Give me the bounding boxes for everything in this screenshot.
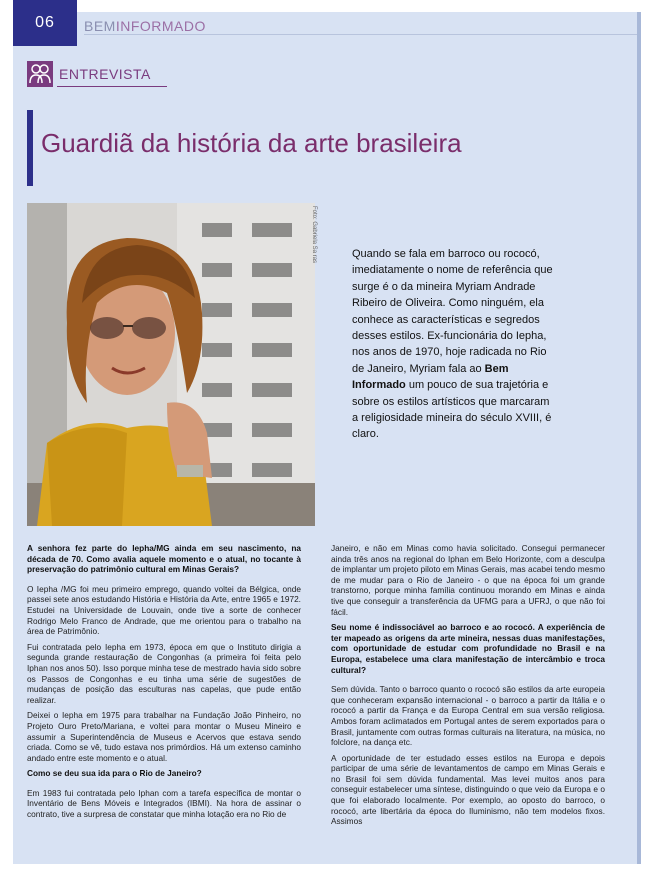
article-intro (352, 246, 554, 443)
header-divider (84, 34, 637, 35)
interview-answer: Sem dúvida. Tanto o barroco quanto o rococó são estilos da arte europeia que conheceram expansão internacional - o barroco a partir da Itália e o rococó a partir da França e da Europa Central em sua versão religiosa. Ambos foram aclimatados em Portugal antes de serem exportados para o Brasil, juntamente com outras formas culturais na literatura, na música, no folclore, na dança etc. (331, 684, 605, 748)
interview-answer: Em 1983 fui contratada pelo Iphan com a tarefa específica de montar o Inventário de Bens Móveis e Integrados (IBMI). Na hora de assinar o contrato, tive a surpresa de constatar que minha lotação era no Rio de (27, 787, 301, 820)
section-label: ENTREVISTA (59, 66, 151, 82)
interview-question: A senhora fez parte do Iepha/MG ainda em seu nascimento, na década de 70. Como avalia aquele momento e o atual, no tocante à preservação do patrimônio cultural em Minas Gerais? (27, 543, 301, 575)
intro-text-end: um pouco de sua trajetória e sobre os estilos artísticos que marcaram a religiosidade mineira do século XVIII, é claro. (352, 379, 552, 441)
body-column-right (331, 543, 605, 832)
section-underline (57, 86, 167, 87)
interview-answer: Janeiro, e não em Minas como havia solicitado. Consegui permanecer ainda três anos na regional do Iphan em Belo Horizonte, com a desculpa de implantar um projeto piloto em Minas Gerais, mas acabei tendo mesmo de me mudar para o Rio de Janeiro - o que na época foi um grande transtorno, porque minha família continuou morando em Minas e ainda tive que conseguir a transferência da UFMG para a UFRJ, o que não foi fácil. (331, 543, 605, 617)
interview-question: Como se deu sua ida para o Rio de Janeiro? (27, 768, 202, 779)
interview-answer: Deixei o Iepha em 1975 para trabalhar na Fundação João Pinheiro, no Projeto Ouro Preto/Mariana, e voltei para montar o Museu Mineiro e assumir a Superintendência de Museus e Acervos que estava sendo criada. Como se vê, tudo estava nos primórdios. Há um extenso caminho andado entre este momento e o atual. (27, 710, 301, 763)
body-column-left (27, 543, 301, 825)
page-edge-rule (637, 12, 641, 864)
interview-question: Seu nome é indissociável ao barroco e ao rococó. A experiência de ter mapeado as origens da arte mineira, nessas duas manifestações, com oportunidade de estudar com profundidade no Brasil e na Europa, estabelece uma clara manifestação de intercâmbio e troca cultural? (331, 622, 605, 675)
people-icon (27, 61, 53, 87)
article-title: Guardiã da história da arte brasileira (41, 128, 462, 158)
magazine-title-part1: BEM (84, 18, 116, 34)
title-accent-bar (27, 110, 33, 186)
magazine-title (84, 18, 206, 34)
interview-answer: O Iepha /MG foi meu primeiro emprego, quando voltei da Bélgica, onde passei sete anos estudando História e História da Arte, entre 1965 e 1972. Estudei na Universidade de Louvain, onde tive a sorte de conhecer Rodrigo Melo Franco de Andrade, que me orientou para o trabalho na área de Patrimônio. (27, 583, 301, 637)
interview-answer: A oportunidade de ter estudado esses estilos na Europa e depois participar de uma série de levantamentos de campo em Minas Gerais e no Brasil foi sem dúvida fundamental. Mas levei muitos anos para conseguir estabelecer uma síntese, distinguindo o que veio da Europa e o que foi elaborado localmente. Por exemplo, ao oposto do barroco, o rococó, arte libertária da época do Iluminismo, não tem modelos fixos. Assimos (331, 752, 605, 827)
magazine-title-part2: INFORMADO (115, 18, 206, 34)
page-number: 06 (13, 0, 77, 46)
portrait-photo (27, 203, 315, 526)
interview-answer: Fui contratada pelo Iepha em 1973, época em que o Instituto dirigia a segunda grande restauração de Congonhas (a primeira foi feita pelo Iphan nos anos 50). Isso porque minha tese de mestrado havia sido sobre os Passos de Congonhas e eu tinha uma série de sugestões de mudanças de posição das esculturas nas capelas, que pude então realizar. (27, 641, 301, 705)
intro-text-start: Quando se fala em barroco ou rococó, imediatamente o nome de referência que surge é o da mineira Myriam Andrade Ribeiro de Oliveira. Como ninguém, ela conhece as características e segredos desses estilos. Ex-funcionária do Iepha, nos anos de 1970, hoje radicada no Rio de Janeiro, Myriam fala ao (352, 248, 553, 375)
photo-credit: Foto: Gabriela Sa ras (311, 206, 317, 264)
intro-magazine-name: Bem Informado (352, 362, 509, 392)
